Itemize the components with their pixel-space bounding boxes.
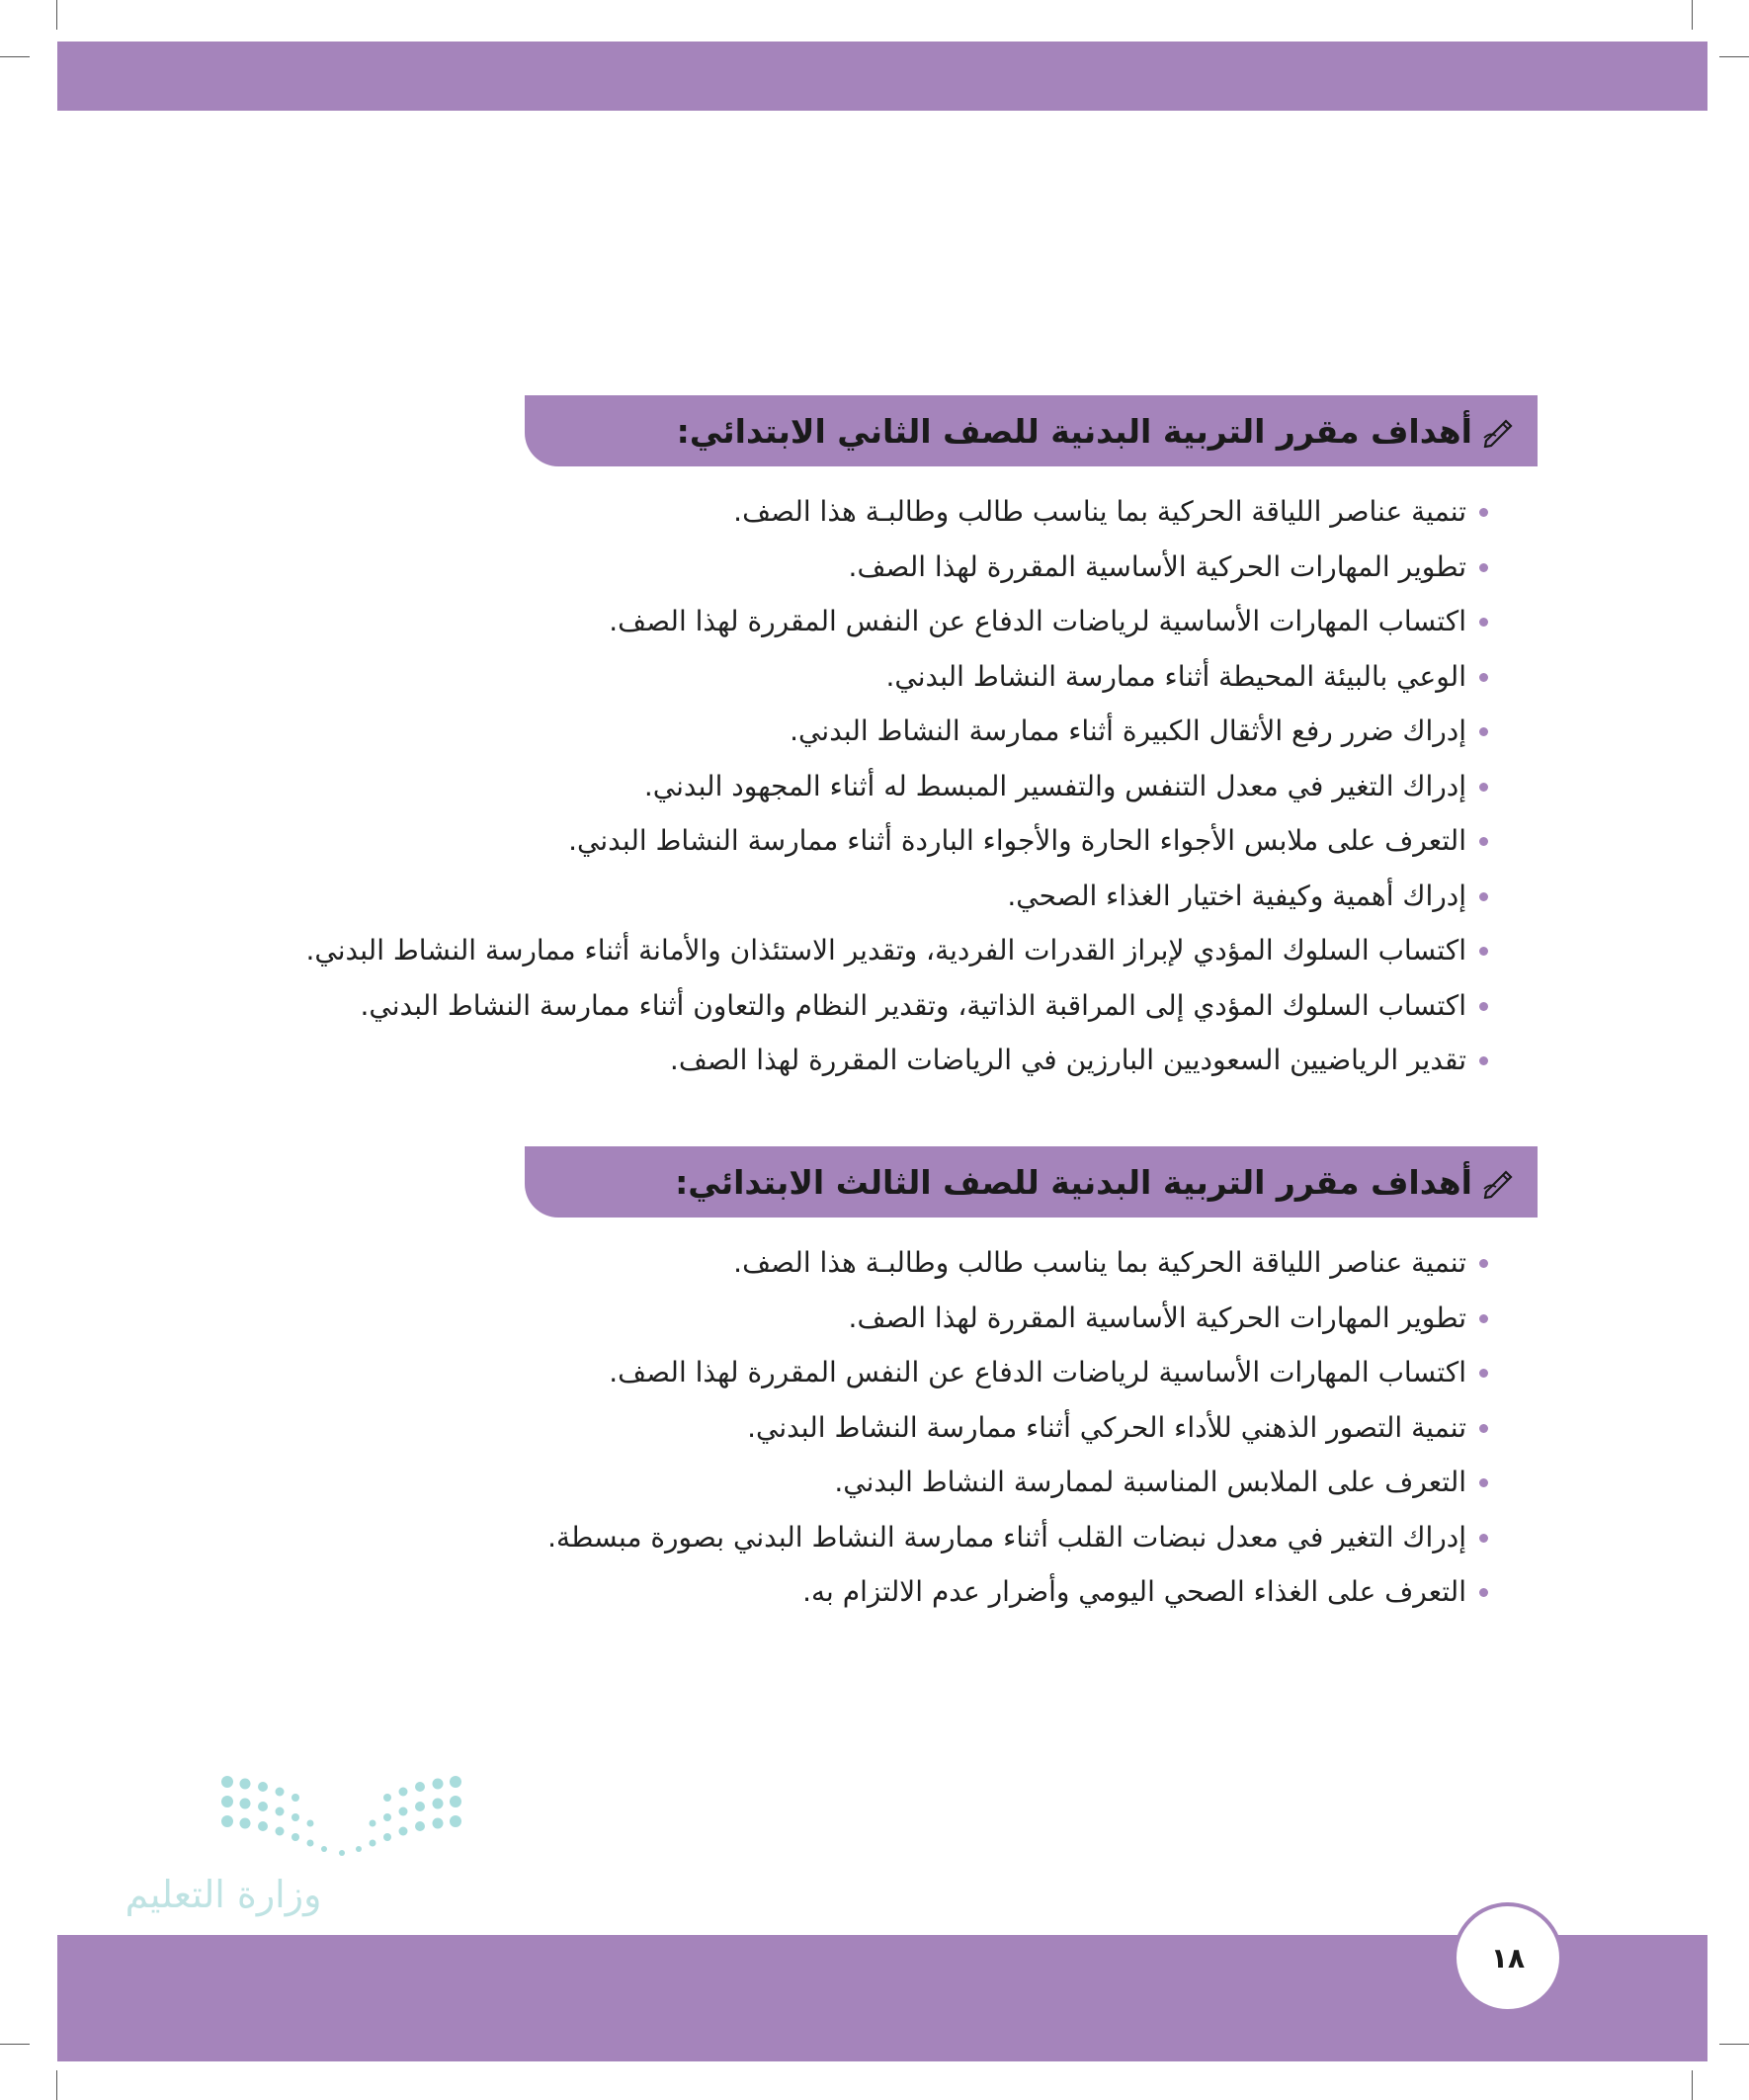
pen-writing-icon: [1482, 1165, 1516, 1199]
ministry-logo-dots-icon: [215, 1772, 467, 1857]
ministry-logo-text: وزارة التعليم: [125, 1873, 322, 1916]
page-number: ١٨: [1490, 1941, 1526, 1974]
section-grade-three: [296, 1146, 1538, 1620]
goals-list: [296, 1235, 1538, 1620]
crop-mark: [0, 2044, 30, 2045]
list-item: تطوير المهارات الحركية الأساسية المقررة لهذا الصف.: [296, 1291, 1488, 1346]
list-item: تطوير المهارات الحركية الأساسية المقررة لهذا الصف.: [296, 540, 1488, 595]
section-heading: أهداف مقرر التربية البدنية للصف الثالث الابتدائي:: [675, 1162, 1472, 1202]
crop-mark: [0, 56, 30, 57]
crop-mark: [56, 0, 57, 30]
list-item: التعرف على الملابس المناسبة لممارسة النشاط البدني.: [296, 1455, 1488, 1510]
section-grade-two: [296, 395, 1538, 1088]
section-heading-bar: [525, 395, 1538, 466]
list-item: إدراك التغير في معدل نبضات القلب أثناء ممارسة النشاط البدني بصورة مبسطة.: [296, 1510, 1488, 1565]
page-number-badge: [1453, 1902, 1563, 2013]
list-item: تقدير الرياضيين السعوديين البارزين في الرياضات المقررة لهذا الصف.: [296, 1033, 1488, 1088]
list-item: اكتساب السلوك المؤدي إلى المراقبة الذاتية، وتقدير النظام والتعاون أثناء ممارسة النشاط البدني.: [296, 978, 1488, 1034]
list-item: التعرف على الغذاء الصحي اليومي وأضرار عدم الالتزام به.: [296, 1564, 1488, 1620]
list-item: اكتساب المهارات الأساسية لرياضات الدفاع عن النفس المقررة لهذا الصف.: [296, 1345, 1488, 1400]
section-heading-bar: [525, 1146, 1538, 1218]
pen-writing-icon: [1482, 414, 1516, 448]
crop-mark: [1719, 56, 1749, 57]
list-item: اكتساب المهارات الأساسية لرياضات الدفاع عن النفس المقررة لهذا الصف.: [296, 594, 1488, 649]
list-item: تنمية التصور الذهني للأداء الحركي أثناء ممارسة النشاط البدني.: [296, 1400, 1488, 1456]
list-item: تنمية عناصر اللياقة الحركية بما يناسب طالب وطالبـة هذا الصف.: [296, 1235, 1488, 1291]
crop-mark: [1719, 2044, 1749, 2045]
top-band: [57, 42, 1707, 111]
crop-mark: [56, 2070, 57, 2100]
crop-mark: [1692, 2070, 1693, 2100]
list-item: التعرف على ملابس الأجواء الحارة والأجواء الباردة أثناء ممارسة النشاط البدني.: [296, 813, 1488, 869]
list-item: إدراك ضرر رفع الأثقال الكبيرة أثناء ممارسة النشاط البدني.: [296, 704, 1488, 759]
list-item: تنمية عناصر اللياقة الحركية بما يناسب طالب وطالبـة هذا الصف.: [296, 484, 1488, 540]
goals-list: [296, 484, 1538, 1088]
crop-mark: [1692, 0, 1693, 30]
list-item: إدراك أهمية وكيفية اختيار الغذاء الصحي.: [296, 869, 1488, 924]
list-item: إدراك التغير في معدل التنفس والتفسير المبسط له أثناء المجهود البدني.: [296, 759, 1488, 814]
section-heading: أهداف مقرر التربية البدنية للصف الثاني الابتدائي:: [676, 411, 1472, 451]
list-item: الوعي بالبيئة المحيطة أثناء ممارسة النشاط البدني.: [296, 649, 1488, 705]
list-item: اكتساب السلوك المؤدي لإبراز القدرات الفردية، وتقدير الاستئذان والأمانة أثناء ممارسة النشاط البدني.: [296, 923, 1488, 978]
